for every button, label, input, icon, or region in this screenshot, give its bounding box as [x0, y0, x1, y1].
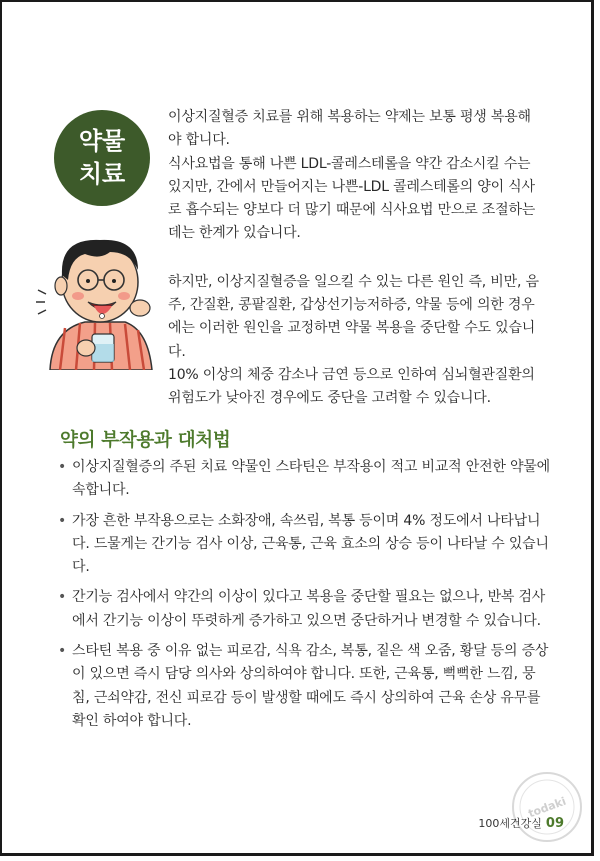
intro-paragraph: 10% 이상의 체중 감소나 금연 등으로 인하여 심뇌혈관질환의 위험도가 낮아진 경우에도 중단을 고려할 수 있습니다.	[168, 366, 535, 407]
intro-paragraph: 식사요법을 통해 나쁜 LDL-콜레스테롤을 약간 감소시킬 수는 있지만, 간에서 만들어지는 나쁜-LDL 콜레스테롤의 양이 식사로 흡수되는 양보다 더 많기 때문에 식사요법 만으로 조절하는 데는 한계가 있습니다.	[168, 155, 536, 242]
badge-line-2: 치료	[78, 160, 126, 188]
bullet-icon: •	[58, 459, 67, 475]
list-item-text: 스타틴 복용 중 이유 없는 피로감, 식욕 감소, 복통, 짙은 색 오줌, 황달 등의 증상이 있으면 즉시 담당 의사와 상의하여야 합니다. 또한, 근육통, 뻑뻑한 느낌, 뭉침, 근쇠약감, 전신 피로감 등이 발생할 때에도 즉시 상의하여 근육 손상 유무를 확인 하여야 합니다.	[72, 643, 549, 729]
list-item-text: 간기능 검사에서 약간의 이상이 있다고 복용을 중단할 필요는 없으나, 반복 검사에서 간기능 이상이 뚜렷하게 증가하고 있으면 중단하거나 변경할 수 있습니다.	[72, 589, 546, 629]
page-footer	[478, 815, 564, 831]
list-item	[58, 456, 550, 503]
badge-line-1: 약물	[78, 127, 126, 155]
side-effects-list	[58, 456, 550, 740]
watermark-stamp	[510, 770, 585, 845]
section-badge	[54, 110, 150, 206]
bullet-icon: •	[58, 643, 67, 660]
list-item-text: 이상지질혈증의 주된 치료 약물인 스타틴은 부작용이 적고 비교적 안전한 약물에 속합니다.	[72, 459, 550, 499]
list-item	[58, 510, 550, 580]
stamp-text: todaki	[526, 794, 568, 821]
bullet-icon: •	[58, 512, 67, 529]
list-item-text: 가장 흔한 부작용으로는 소화장애, 속쓰림, 복통 등이며 4% 정도에서 나타납니다. 드물게는 간기능 검사 이상, 근육통, 근육 효소의 상승 등이 나타날 수 있습니다.	[72, 512, 549, 576]
section-title: 약의 부작용과 대처법	[60, 430, 231, 451]
bullet-icon: •	[58, 589, 67, 606]
list-item	[58, 586, 550, 633]
intro-text	[168, 106, 540, 411]
man-taking-pill-illustration	[30, 230, 165, 370]
intro-paragraph: 이상지질혈증 치료를 위해 복용하는 약제는 보통 평생 복용해야 합니다.	[168, 109, 531, 149]
intro-paragraph: 하지만, 이상지질혈증을 일으킬 수 있는 다른 원인 즉, 비만, 음주, 간질환, 콩팥질환, 갑상선기능저하증, 약물 등에 의한 경우에는 이러한 원인을 교정하면 약물 복용을 중단할 수도 있습니다.	[168, 273, 539, 360]
list-item	[58, 640, 550, 733]
page-number: 09	[545, 816, 564, 831]
book-title: 100세건강실	[478, 817, 542, 830]
